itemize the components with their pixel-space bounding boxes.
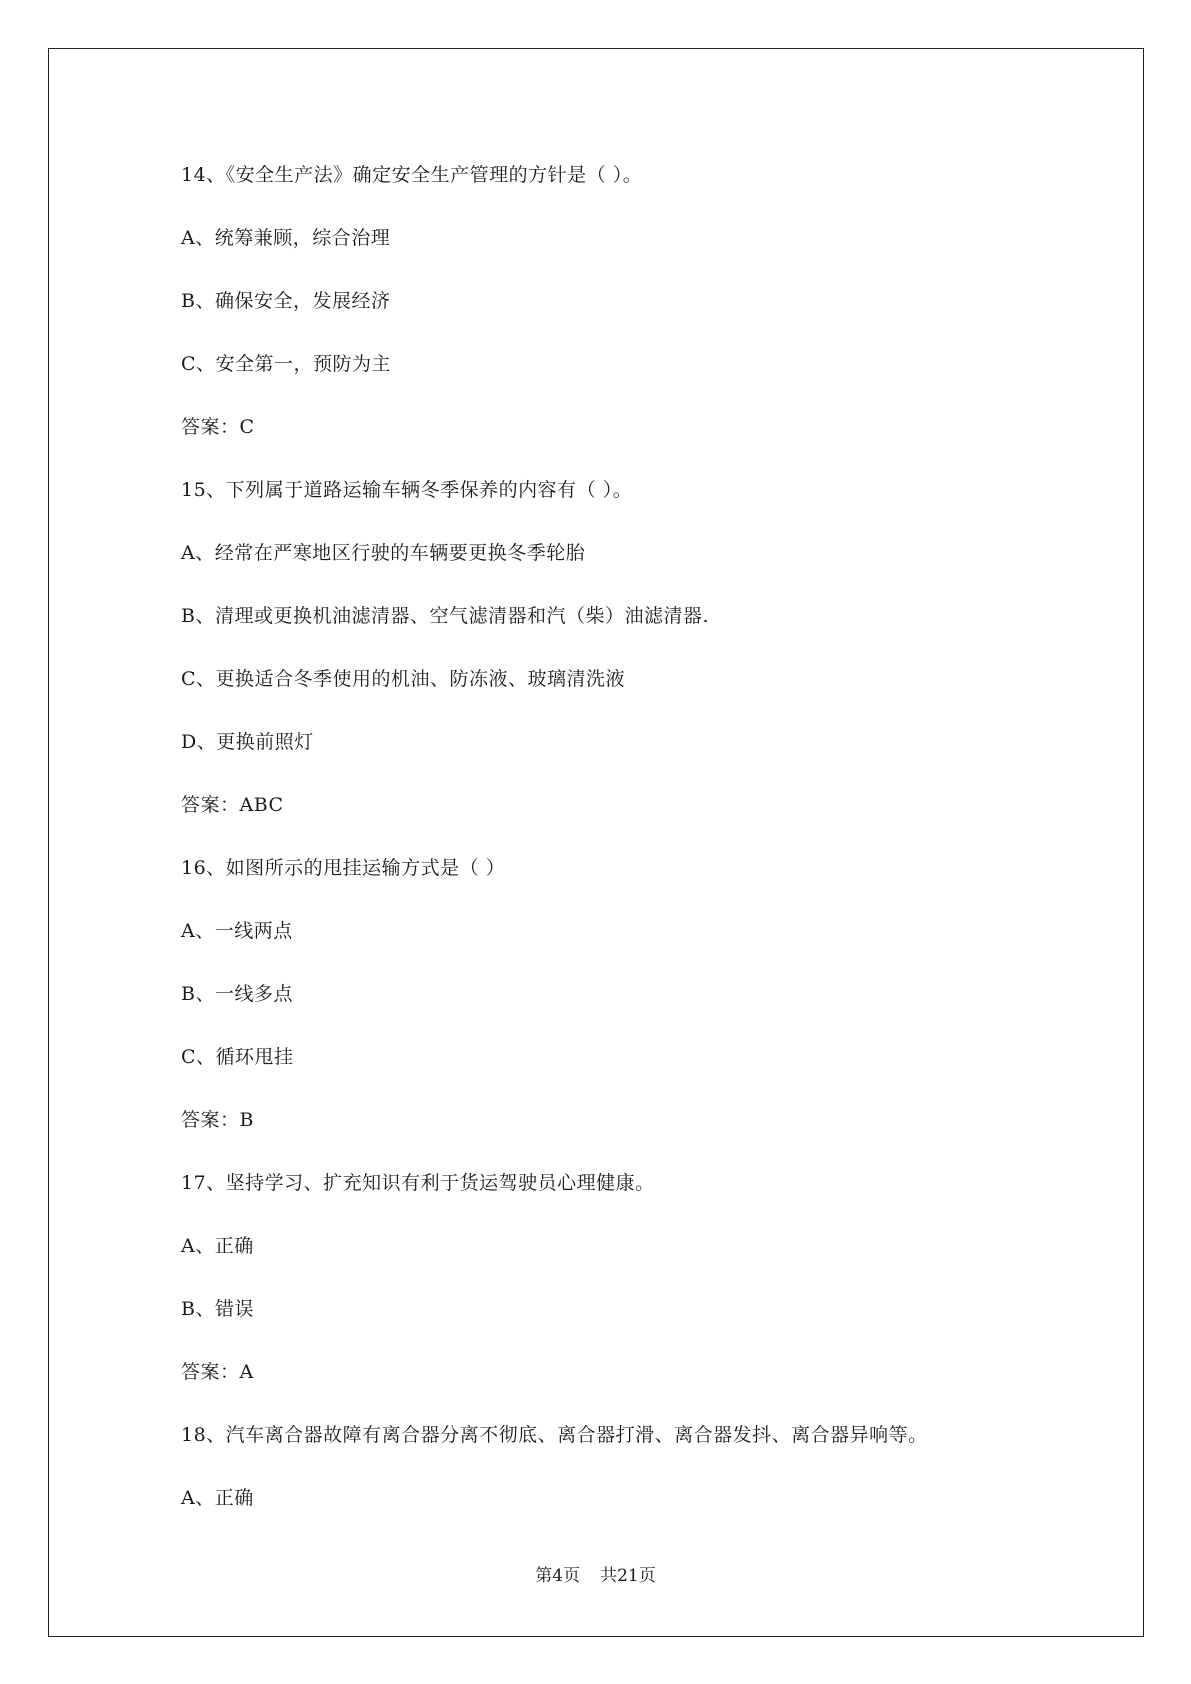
page-number-total: 共21页 <box>600 1566 656 1586</box>
question-16-option-c: C、循环甩挂 <box>181 1046 294 1068</box>
question-16-text: 16、如图所示的甩挂运输方式是（ ） <box>181 857 506 879</box>
question-15-option-d: D、更换前照灯 <box>181 731 314 753</box>
question-16-option-a: A、一线两点 <box>181 920 293 942</box>
question-15-option-a: A、经常在严寒地区行驶的车辆要更换冬季轮胎 <box>181 542 586 564</box>
question-15-option-c: C、更换适合冬季使用的机油、防冻液、玻璃清洗液 <box>181 668 626 690</box>
question-17-answer: 答案：A <box>181 1361 254 1383</box>
question-17-option-b: B、错误 <box>181 1298 254 1320</box>
question-16-option-b: B、一线多点 <box>181 983 293 1005</box>
question-15-answer: 答案：ABC <box>181 794 284 816</box>
page-border <box>48 48 1144 1637</box>
question-14-option-a: A、统筹兼顾，综合治理 <box>181 227 391 249</box>
page-number-current: 第4页 <box>535 1566 581 1586</box>
question-15-option-b: B、清理或更换机油滤清器、空气滤清器和汽（柴）油滤清器. <box>181 605 710 627</box>
question-14-option-c: C、安全第一，预防为主 <box>181 353 392 375</box>
question-17-text: 17、坚持学习、扩充知识有利于货运驾驶员心理健康。 <box>181 1172 655 1194</box>
question-18-text: 18、汽车离合器故障有离合器分离不彻底、离合器打滑、离合器发抖、离合器异响等。 <box>181 1424 928 1446</box>
question-14-option-b: B、确保安全，发展经济 <box>181 290 391 312</box>
question-17-option-a: A、正确 <box>181 1235 254 1257</box>
question-15-text: 15、下列属于道路运输车辆冬季保养的内容有（ ）。 <box>181 479 633 501</box>
page-footer <box>0 1565 1191 1587</box>
question-14-answer: 答案：C <box>181 416 255 438</box>
question-16-answer: 答案：B <box>181 1109 254 1131</box>
question-18-option-a: A、正确 <box>181 1487 254 1509</box>
question-14-text: 14、《安全生产法》确定安全生产管理的方针是（ ）。 <box>181 164 643 186</box>
